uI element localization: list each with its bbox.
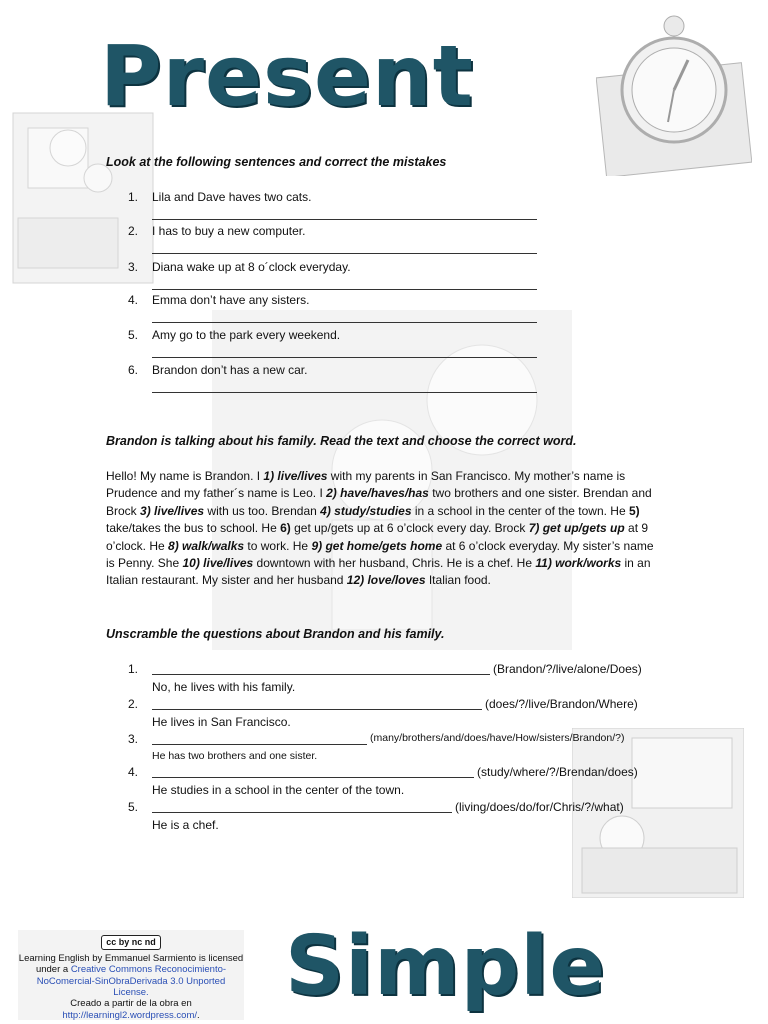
answer-line[interactable] xyxy=(152,357,537,358)
given-answer: He studies in a school in the center of the town. xyxy=(152,783,405,797)
incorrect-sentence: Diana wake up at 8 o´clock everyday. xyxy=(152,260,351,274)
scrambled-words: (living/does/do/for/Chris/?/what) xyxy=(455,800,624,814)
story-text: at 9 o’clock. He xyxy=(106,521,649,553)
word-choice[interactable]: 1) live/lives xyxy=(263,469,328,483)
story-paragraph xyxy=(106,468,661,590)
license-text: Learning English by Emmanuel Sarmiento is licensed under a xyxy=(18,952,244,976)
question-answer-line[interactable] xyxy=(152,744,367,745)
list-item-number: 1. xyxy=(128,190,139,204)
story-text: with my parents in San Francisco. My mother’s name is Prudence and my father´s name is Leo. I xyxy=(106,469,626,501)
list-item-number: 6. xyxy=(128,363,139,377)
word-choice[interactable]: 2) have/haves/has xyxy=(326,486,429,501)
story-text: take/takes the bus to school. He xyxy=(106,521,281,536)
story-text: at 6 o’clock everyday. My sister’s name is Penny. She xyxy=(106,538,654,570)
word-choice[interactable]: 12) love/loves xyxy=(346,573,426,588)
word-choice[interactable]: 8) walk/walks xyxy=(168,538,245,553)
answer-line[interactable] xyxy=(152,392,537,393)
section3-heading: Unscramble the questions about Brandon and his family. xyxy=(106,627,445,641)
title-simple: Simple xyxy=(285,919,607,1014)
story-text: Italian food. xyxy=(425,573,491,588)
story-text: in an Italian restaurant. My sister and her husband xyxy=(106,555,651,588)
given-answer: He is a chef. xyxy=(152,818,219,832)
word-choice[interactable]: 9) get home/gets home xyxy=(311,538,443,553)
story-text: downtown with her husband, Chris. He is a chef. He xyxy=(253,555,536,570)
scrambled-words: (study/where/?/Brendan/does) xyxy=(477,765,638,779)
story-text: two brothers and one sister. Brendan and Brock xyxy=(106,486,652,518)
question-answer-line[interactable] xyxy=(152,812,452,813)
incorrect-sentence: Brandon don’t has a new car. xyxy=(152,363,308,377)
incorrect-sentence: Amy go to the park every weekend. xyxy=(152,328,341,342)
list-item-number: 3. xyxy=(128,260,139,274)
source-link[interactable]: http://learningl2.wordpress.com/ xyxy=(62,1009,197,1021)
list-item-number: 2. xyxy=(128,224,139,238)
title-present: Present xyxy=(100,27,474,125)
answer-line[interactable] xyxy=(152,219,537,220)
incorrect-sentence: I has to buy a new computer. xyxy=(152,224,306,238)
word-choice[interactable]: 6) xyxy=(280,521,291,536)
incorrect-sentence: Lila and Dave haves two cats. xyxy=(152,190,312,204)
story-text: get up/gets up at 6 o’clock every day. Brock xyxy=(290,521,529,536)
incorrect-sentence: Emma don’t have any sisters. xyxy=(152,293,310,307)
word-choice[interactable]: 3) live/lives xyxy=(140,503,205,518)
answer-line[interactable] xyxy=(152,253,537,254)
question-number: 5. xyxy=(128,800,139,814)
word-choice[interactable]: 4) study/studies xyxy=(320,503,412,518)
section2-heading: Brandon is talking about his family. Read the text and choose the correct word. xyxy=(106,434,577,448)
word-choice[interactable]: 10) live/lives xyxy=(182,555,254,570)
given-answer: He lives in San Francisco. xyxy=(152,715,291,729)
question-number: 1. xyxy=(128,662,139,676)
scrambled-words: (many/brothers/and/does/have/How/sisters/Brandon/?) xyxy=(370,732,625,744)
list-item-number: 5. xyxy=(128,328,139,342)
source-text: Creado a partir de la obra en xyxy=(70,998,192,1010)
question-answer-line[interactable] xyxy=(152,709,482,710)
answer-line[interactable] xyxy=(152,289,537,290)
word-choice[interactable]: 7) get up/gets up xyxy=(528,521,625,536)
license-link[interactable]: Creative Commons Reconocimiento-NoComercial-SinObraDerivada 3.0 Unported License. xyxy=(36,964,227,998)
story-text: in a school in the center of the town. He xyxy=(411,503,629,518)
scrambled-words: (Brandon/?/live/alone/Does) xyxy=(493,662,642,676)
question-answer-line[interactable] xyxy=(152,674,490,675)
section1-heading: Look at the following sentences and correct the mistakes xyxy=(106,155,447,169)
source-end: . xyxy=(197,1009,200,1021)
cc-license-badge-icon: cc by nc nd xyxy=(101,935,161,950)
word-choice[interactable]: 11) work/works xyxy=(535,555,622,570)
given-answer: No, he lives with his family. xyxy=(152,680,296,694)
scrambled-words: (does/?/live/Brandon/Where) xyxy=(485,697,638,711)
question-number: 3. xyxy=(128,732,139,746)
story-text: with us too. Brendan xyxy=(204,503,321,518)
alarm-clock-illustration xyxy=(596,10,752,176)
question-answer-line[interactable] xyxy=(152,777,474,778)
word-choice[interactable]: 5) xyxy=(628,503,640,518)
question-number: 2. xyxy=(128,697,139,711)
license-block xyxy=(18,930,244,1020)
list-item-number: 4. xyxy=(128,293,139,307)
answer-line[interactable] xyxy=(152,322,537,323)
story-text: Hello! My name is Brandon. I xyxy=(106,469,264,483)
question-number: 4. xyxy=(128,765,139,779)
given-answer: He has two brothers and one sister. xyxy=(152,750,318,762)
story-text: to work. He xyxy=(244,538,312,553)
